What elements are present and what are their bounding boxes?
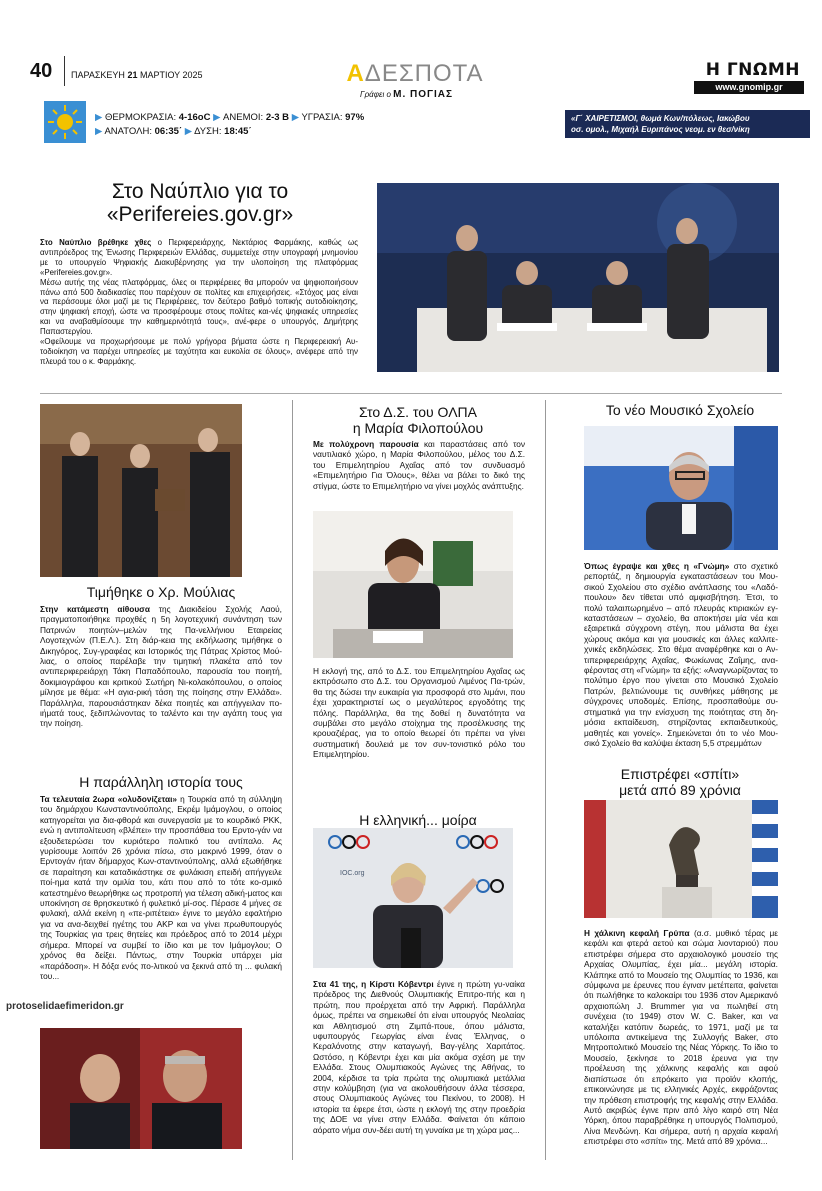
olpa-title-line-2: η Μαρία Φιλοπούλου	[352, 420, 484, 436]
parallel-lead: Τα τελευταία 2ωρα «ολυδονίζεται»	[40, 794, 178, 804]
paper-logo: Η ΓΝΩΜΗ	[705, 60, 800, 80]
article-nafplio-title	[40, 180, 360, 226]
moulias-body-text: της Διακιδείου Σχολής Λαού, πραγματοποιήθηκε προχθές η 5η λογοτεχνική συνάντηση των Πατρινών ποιητών–μελών της Πα-νελλήνιου Εταιρείας Λογοτεχνών (Π.Ε.Λ.). Στη διάρ-κεια της εκδήλωσης τιμήθηκε ο Δικηγόρος, Συγ-γραφέας και Ιστορικός της Πάτρας Χρίστος Μού-λιας, ο οποίος παρέλαβε την τιμητική πλακέτα από τον αντιπεριφερειάρχη Τάκη Παπαδόπουλο, παρουσία του ποιητή, δοκιμιογράφου και κριτικού Σωτήρη Νι-κολακόπουλου, ο οποίος μίλησε με θέμα: «Η αγια-ρική τάση της ποίησης στην Ελλάδα». Παράλληλα, παρουσιάστηκαν δέκα ποιητές και απήγγειλαν πο-ιήματά τους, ξεδιπλώνοντας το ταλέντο και την αγάπη τους για την ποίηση.	[40, 604, 282, 729]
section-title	[340, 60, 490, 88]
watermark: protoselidaefimeridon.gr	[6, 1001, 124, 1012]
head-title-line-1: Επιστρέφει «σπίτι»	[620, 766, 740, 782]
nafplio-title-line-2: «Perifereies.gov.gr»	[106, 203, 294, 226]
nafplio-title-line-1: Στο Ναύπλιο για το	[111, 180, 289, 203]
head-body-text: (α.σ. μυθικό τέρας με κεφάλι και φτερά αετού και σώμα λιονταριού) που επιστρέφει σήμερα στο αρχαιολογικό μουσείο της Αρχαίας Ολυμπίας, έχει μία... μεγάλη ιστορία. Κλάπηκε από το Μουσείο της Ολυμπίας το 1936, και σύμφωνα με έρευνες που έγιναν μετέπειτα, φαίνεται ότι πωλήθηκε το καλοκαίρι του 1936 στον Αμερικανό αρχαιοπώλη J. Brummer για να πωληθεί στη συνέχεια (το 1949) στον W. C. Baker, και να καταλήξει κατόπιν δωρεάς, το 1971, μαζί με τα υπόλοιπα αντικείμενα της Συλλογής Baker, στο Μητροπολιτικό Μουσείο της Νέας Υόρκης. Το ίδιο το Μουσείο, ξεκίνησε το 2018 έρευνα για την προέλευση της χάλκινης κεφαλής και αφού διαπίστωσε ότι επρόκειτο για προϊόν κλοπής, επικοινώνησε με τις ελληνικές Αρχές, εκφράζοντας την πρόθεση επιστροφής της κεφαλής στην Ελλάδα. Αυτό ακριβώς έγινε πριν από λίγο καιρό στη Νέα Υόρκη, όπου παραβρέθηκε η υπουργός Πολιτισμού, Λίνα Μενδώνη. Και σήμερα, αυτή η αρχαία κεφαλή επιστρέφει στο «σπίτι» της. Μετά από 89 χρόνια...	[584, 928, 778, 1147]
nameday-line-2: οσ. ομολ., Μιχαήλ Ευριπάνος νεομ. εν θεσ/νίκη	[571, 125, 750, 134]
article-nafplio-body	[40, 238, 358, 367]
weather-row-2: ▶ ΑΝΑΤΟΛΗ: 06:35΄ ▶ ΔΥΣΗ: 18:45΄	[95, 126, 252, 137]
nafplio-p2: Μέσω αυτής της νέας πλατφόρμας, όλες οι περιφέρειες θα μπορούν να ψηφιοποιήσουν πάνω από 500 διαδικασίες που παρέχουν σε πολίτες και επιχειρήσεις. «Στόχος μας είναι να περάσουμε όλοι μαζί με τις Περιφέρειες, τον δεύτερο βαθμό τοπικής αυτοδιοίκησης, στην ψηφιακή εποχή, ώστε να προσφέρουμε στους πολίτες και-νές ψηφιακές υπηρεσίες και να αναβαθμίσουμε την καθημερινότητά τους», ανέ-φερε ο υπουργός, Δημήτρης Παπαστεργίου.	[40, 277, 358, 337]
column-separator-2	[545, 400, 546, 1160]
article-ioc-body	[313, 979, 525, 1135]
header-divider	[64, 56, 65, 86]
humidity-value: 97%	[345, 112, 365, 123]
paper-url[interactable]: www.gnomip.gr	[694, 81, 804, 94]
article-moulias-title: Τιμήθηκε ο Χρ. Μούλιας	[86, 584, 236, 600]
byline-prefix: Γράφει ο	[360, 90, 391, 99]
byline	[360, 89, 453, 100]
photo-moulias-award	[40, 404, 242, 577]
sunset-label: ΔΥΣΗ:	[194, 126, 222, 137]
sun-icon	[44, 101, 86, 143]
olpa-p1: και παραστάσεις από τον ναυτιλιακό χώρο, η Μαρία Φιλοπούλου, μέλος του Δ.Σ. του Επιμελητηρίου Αχαΐας από τον συνδυασμό «Επιμελητήριο Για Όλους», θέλει να βάλει το δικό της στίγμα, ώστε το Επιμελητήριο να γίνει μοχλός ανάπτυξης.	[313, 439, 525, 491]
moulias-lead: Στην κατάμεστη αίθουσα	[40, 604, 150, 614]
article-olpa-intro	[313, 439, 525, 491]
page-header	[0, 0, 822, 100]
temp-label: ΘΕΡΜΟΚΡΑΣΙΑ:	[104, 112, 177, 123]
olpa-title-line-1: Στο Δ.Σ. του ΟΛΠΑ	[359, 404, 477, 420]
photo-erdogan-imamoglu	[40, 1028, 242, 1149]
date-prefix: ΠΑΡΑΣΚΕΥΗ	[71, 70, 125, 80]
article-head-title	[555, 766, 805, 798]
column-separator-1	[292, 400, 293, 1160]
section-first-letter: Α	[346, 60, 365, 87]
sunset-value: 18:45΄	[224, 126, 252, 137]
head-lead: Η χάλκινη κεφαλή Γρύπα	[584, 928, 690, 938]
nafplio-p1: ο Περιφερειάρχης, Νεκτάριος Φαρμάκης, καθώς ως αντιπρόεδρος της Ένωσης Περιφερειών Ελλάδας, συμμετείχε στην υπογραφή μνημονίου με το υπουργείο Ψηφιακής Διακυβέρνησης για την υλοποίηση της πλατφόρμας «Perifereies.gov.gr».	[40, 238, 359, 277]
sun-icon-svg	[44, 101, 86, 143]
photo-nafplio-signing	[377, 183, 779, 372]
article-music-body	[584, 561, 778, 748]
nafplio-p3: «Οφείλουμε να προχωρήσουμε με πολύ γρήγορα βήματα ώστε η Περιφερειακή Αυ-τοδιοίκηση να παρέχει υπηρεσίες με ταχύτητα και ευκολία σε όλους», ανέφερε από την πλευρά του ο κ. Φαρμάκης.	[40, 337, 358, 366]
nameday-box	[565, 110, 810, 138]
music-body-text: στο σχετικό ρεπορτάζ, η δημιουργία εγκαταστάσεων του Μου-σικού Σχολείου στο σχέδιο ανάπλασης του «Λαδό-πουλου» δεν τίθεται υπό αμφισβήτηση. Έτσι, το πολύ ταλαιπωρημένο – από πλευράς κτιριακών εγ-καταστάσεων – σχολείο, θα αποκτήσει μία νέα και εξαιρετικά σύγχρονη στέγη, που μάλιστα θα έχει χώρους ακόμα και για μουσικές και άλλες καλλιτε-χνικές εκδηλώσεις. Στο θέμα αναφέρθηκε και ο Αν-τιπεριφερειάρχης Αχαΐας, Φωκίωνας Ζαΐμης, ανα-φέροντας στη «Γνώμη» τα εξής: «Αναγνωρίζοντας το πολύτιμο έργο που γίνεται στο Μουσικό Σχολείο Πατρών, βελτιώνουμε τις συνθήκες μάθησης με σύγχρονες υποδομές. Επίσης, προσπαθούμε συ-στηματικά για την ενίσχυση της ποιότητας στη δη-μόσια εκπαίδευση, στηρίζοντας εκπαιδευτικούς, μαθητές και γονείς». Σημειώνεται ότι το νέο Μου-σικό Σχολείο θα καλύψει έκταση 5,5 στρεμμάτων	[584, 561, 778, 748]
sunrise-label: ΑΝΑΤΟΛΗ:	[104, 126, 152, 137]
article-olpa-body	[313, 666, 525, 760]
ioc-backdrop-label: IOC.org	[340, 870, 365, 877]
olpa-p2: Η εκλογή της, από το Δ.Σ. του Επιμελητηρίου Αχαΐας ως εκπρόσωπο στο Δ.Σ. του Οργανισμού Λιμένος Πα-τρών, θα της δώσει την ευκαιρία για προσφορά στο λιμάνι, που έχει χαρακτηριστεί ως ο μεγαλύτερος εργοδότης της πόλης. Παράλληλα, θα της δοθεί η δυνατότητα να συμβάλει στο μεγάλο στοίχημα της προσέλκυσης της κρουαζιέρας, για το οποίο θεωρεί ότι πρέπει να γίνει συστηματική δουλειά με τον συν-τονιστικό ρόλο του Επιμελητηρίου.	[313, 666, 525, 760]
temp-value: 4-16oC	[178, 112, 211, 123]
wind-value: 2-3 Β	[265, 112, 290, 123]
byline-name: Μ. ΠΟΓΙΑΣ	[393, 89, 454, 100]
date-rest: ΜΑΡΤΙΟΥ 2025	[139, 70, 203, 80]
ioc-title-line-1: Η ελληνική... μοίρα	[359, 812, 477, 828]
article-moulias-body	[40, 604, 282, 729]
photo-griffin-head	[584, 800, 778, 918]
olpa-lead: Με πολύχρονη παρουσία	[313, 439, 419, 449]
article-parallel-title: Η παράλληλη ιστορία τους	[79, 774, 243, 790]
article-head-body	[584, 928, 778, 1147]
ioc-body-text: έγινε η πρώτη γυ-ναίκα πρόεδρος της Διεθνούς Ολυμπιακής Επιτρο-πής και η πρώτη, που προέρχεται από την Αφρική. Παράλληλα όμως, πρέπει να σημειωθεί ότι είναι υπουργός Νεολαίας και Αθλητισμού στη Ζιμπά-πουε, όπου μάλιστα, υφυπουργός Γεωργίας είναι ένας Έλληνας, ο Κεραλόνοτης στην καταγωγή, Βαγ-γέλης Χαριτάτος. Ωστόσο, η Κόβεντρι έχει και μία ακόμα σχέση με την Ελλάδα. Στους Ολυμπιακούς Αγώνες της Αθήνας, το 2004, κέρδισε τα τρία πρώτα της ολυμπιακά μετάλλια στην κολύμβηση (για να ακολουθήσουν άλλα τέσσερα, στους Ολυμπιακούς Αγώνες του Πεκίνου, το 2008). Η ιστορία τα έφερε έτσι, ώστε η εκλογή της στην προεδρία της ΔΟΕ να γίνει στην Ελλάδα. Φαίνεται ότι κάποιο αόρατο νήμα συν-δέει αυτή τη γυναίκα με τη χώρα μας...	[313, 979, 525, 1135]
music-lead: Όπως έγραψε και χθες η «Γνώμη»	[584, 561, 730, 571]
nameday-line-1: «Γ΄ ΧΑΙΡΕΤΙΣΜΟΙ, θωμά Κων/πόλεως, Ιακώβου	[571, 114, 750, 123]
weather-bar	[40, 101, 810, 143]
article-olpa-title	[302, 404, 534, 436]
weather-row-1: ▶ ΘΕΡΜΟΚΡΑΣΙΑ: 4-16oC ▶ ΑΝΕΜΟΙ: 2-3 Β ▶ ΥΓΡΑΣΙΑ: 97%	[95, 112, 365, 123]
head-title-line-2: μετά από 89 χρόνια	[619, 782, 741, 798]
article-parallel-body	[40, 794, 282, 1014]
ioc-lead: Στα 41 της, η Κίρστι Κόβεντρι	[313, 979, 434, 989]
photo-filopoulou	[313, 511, 513, 658]
humidity-label: ΥΓΡΑΣΙΑ:	[301, 112, 343, 123]
parallel-body-text: η Τουρκία από τη σύλληψη του δημάρχου Κωνσταντινούπολης, Εκρέμ Ιμάμογλου, ο οποίος κατηγορείται για δια-φθορά και συνεργασία με το κουρδικό ΡΚΚ, ενώ η αντιπολίτευση «βλέπει» την προσπάθεια του Ερντο-γάν να εξουδετερώσει τον κυριότερο πολιτικό του αντίπαλο. Ας γυρίσουμε λοιπόν 26 χρόνια πίσω, στο μακρινό 1999, όταν ο Ερντογάν ήταν δήμαρχος Κων-σταντινούπολης, αλλά εξωθήθηκε σε παραίτηση και καταδικάστηκε σε φυλάκιση επειδή απήγγειλε ποί-ημα κατά την ομιλία του, κάτι που από το τότε κο-σμικό κατεστημένο θεωρήθηκε ως προτροπή για τέλεση αδική-ματος και υποκίνηση σε θρησκευτικό ή φυλετικό μί-σος. Πέρασε 4 μήνες σε φυλακή, αλλά εκείνη η «πε-ριπέτεια» έγινε το μεγάλο εφαλτήριο για να ανα-δειχθεί ηγέτης του AKP και να γίνει πρωθυπουργός της Τουρκίας για τρεις θητείες και πρόεδρος από το 2014 μέχρι σήμερα. Μπορεί να συμβεί το ίδιο και με τον Ιμάμογλου; Ο χρόνος θα δείξει. Πάντως, στην Τουρκία υπάρχει μία «παράδοση». Η δόξα ενός πο-λιτικού να ξεκινά από τη ... φυλακή του...	[40, 794, 282, 981]
date-day: 21	[127, 70, 138, 80]
date-line	[71, 70, 203, 80]
page-number: 40	[30, 60, 53, 82]
wind-label: ΑΝΕΜΟΙ:	[223, 112, 264, 123]
sunrise-value: 06:35΄	[154, 126, 183, 137]
divider-top	[40, 393, 782, 394]
photo-zaimis	[584, 426, 778, 550]
article-music-title: Το νέο Μουσικό Σχολείο	[605, 402, 755, 418]
greek-flag	[752, 800, 778, 918]
photo-coventry	[313, 828, 513, 968]
nafplio-lead: Στο Ναύπλιο βρέθηκε χθες	[40, 238, 152, 247]
section-rest: ΔΕΣΠΟΤΑ	[364, 60, 484, 87]
